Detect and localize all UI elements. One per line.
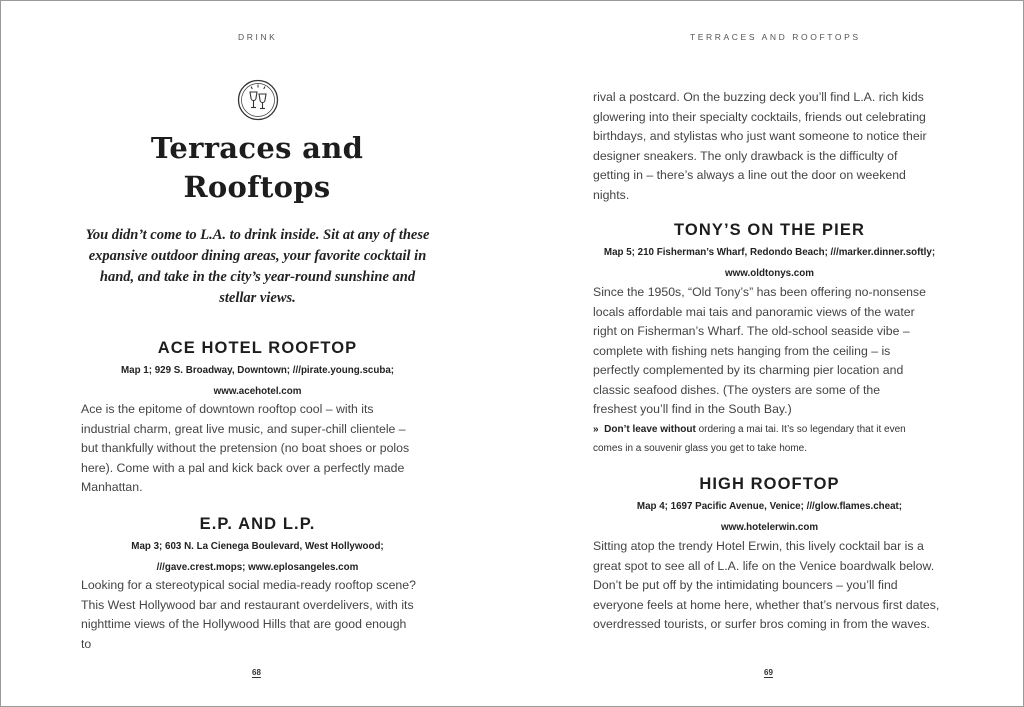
tip-text: ordering a mai tai. It’s so legendary that it even comes in a souvenir glass you get to take home. [593, 423, 906, 454]
venue-website: www.oldtonys.com [725, 268, 814, 279]
venue-address: Map 1; 929 S. Broadway, Downtown; ///pirate.young.scuba; [120, 365, 395, 376]
venue-address: Map 3; 603 N. La Cienega Boulevard, West Hollywood; [131, 541, 384, 552]
page-title-line2: Rooftops [183, 170, 331, 204]
venue-tonys-on-the-pier [593, 218, 946, 284]
tip-marker: » [593, 423, 599, 435]
intro-text: You didn’t come to L.A. to drink inside. Sit at any of these expansive outdoor dining areas, your favorite cocktail in hand, and take in the city’s year-round sunshine and stellar views. [85, 227, 430, 306]
running-head-left: DRINK [238, 32, 278, 42]
venue-website: ///gave.crest.mops; www.eplosangeles.com [156, 562, 359, 573]
venue-ace-hotel-rooftop [81, 336, 434, 402]
venue-address: Map 4; 1697 Pacific Avenue, Venice; ///glow.flames.cheat; [636, 501, 903, 512]
venue-website: www.hotelerwin.com [720, 522, 819, 533]
venue-name: ACE HOTEL ROOFTOP [157, 339, 358, 357]
running-head-right: TERRACES AND ROOFTOPS [690, 32, 861, 42]
insider-tip [593, 420, 927, 459]
page-title [111, 129, 403, 207]
page-number-right: 69 [764, 668, 773, 677]
venue-body-block [593, 283, 927, 459]
venue-website: www.acehotel.com [213, 386, 302, 397]
venue-description: Ace is the epitome of downtown rooftop cool – with its industrial charm, great live music, and super-chill clientele – but thankfully without the pretension (no boat shoes or polos here). Come with a pal and kick back over a perfectly made Manhattan. [81, 402, 410, 494]
venue-high-rooftop [593, 472, 946, 538]
page-title-line1: Terraces and [150, 131, 364, 165]
page-number-left: 68 [252, 668, 261, 677]
drinks-glasses-icon [237, 79, 279, 121]
venue-description: Since the 1950s, “Old Tony’s” has been offering no-nonsense locals affordable mai tais and panoramic views of the water right on Fisherman’s Wharf. The old-school seaside vibe – complete with fishing nets hanging from the ceiling – is perfectly complemented by its charming pier location and classic seafood dishes. (The oysters are some of the freshest you’ll find in the South Bay.) [593, 285, 926, 416]
venue-description: Sitting atop the trendy Hotel Erwin, this lively cocktail bar is a great spot to see all of L.A. life on the Venice boardwalk below. Don’t be put off by the intimidating bouncers – you’ll find everyone feels at home here, whether that’s nervous first dates, overdressed tourists, or surfer bros coming in from the waves. [593, 539, 940, 631]
venue-ep-and-lp [81, 512, 434, 578]
continued-text: rival a postcard. On the buzzing deck you’ll find L.A. rich kids glowering into their specialty cocktails, friends out celebrating birthdays, and stylistas who just want someone to notice their designer sneakers. The only drawback is the difficulty of getting in – there’s always a line out the door on weekend nights. [593, 90, 927, 202]
venue-address: Map 5; 210 Fisherman’s Wharf, Redondo Beach; ///marker.dinner.softly; [603, 247, 936, 258]
venue-name: TONY’S ON THE PIER [674, 221, 865, 239]
tip-lead: Don’t leave without [604, 423, 696, 435]
venue-name: HIGH ROOFTOP [699, 475, 840, 493]
venue-name: E.P. AND L.P. [199, 515, 316, 533]
venue-description: Looking for a stereotypical social media-ready rooftop scene? This West Hollywood bar and restaurant overdelivers, with its nighttime views of the Hollywood Hills that are good enough to [81, 578, 416, 651]
